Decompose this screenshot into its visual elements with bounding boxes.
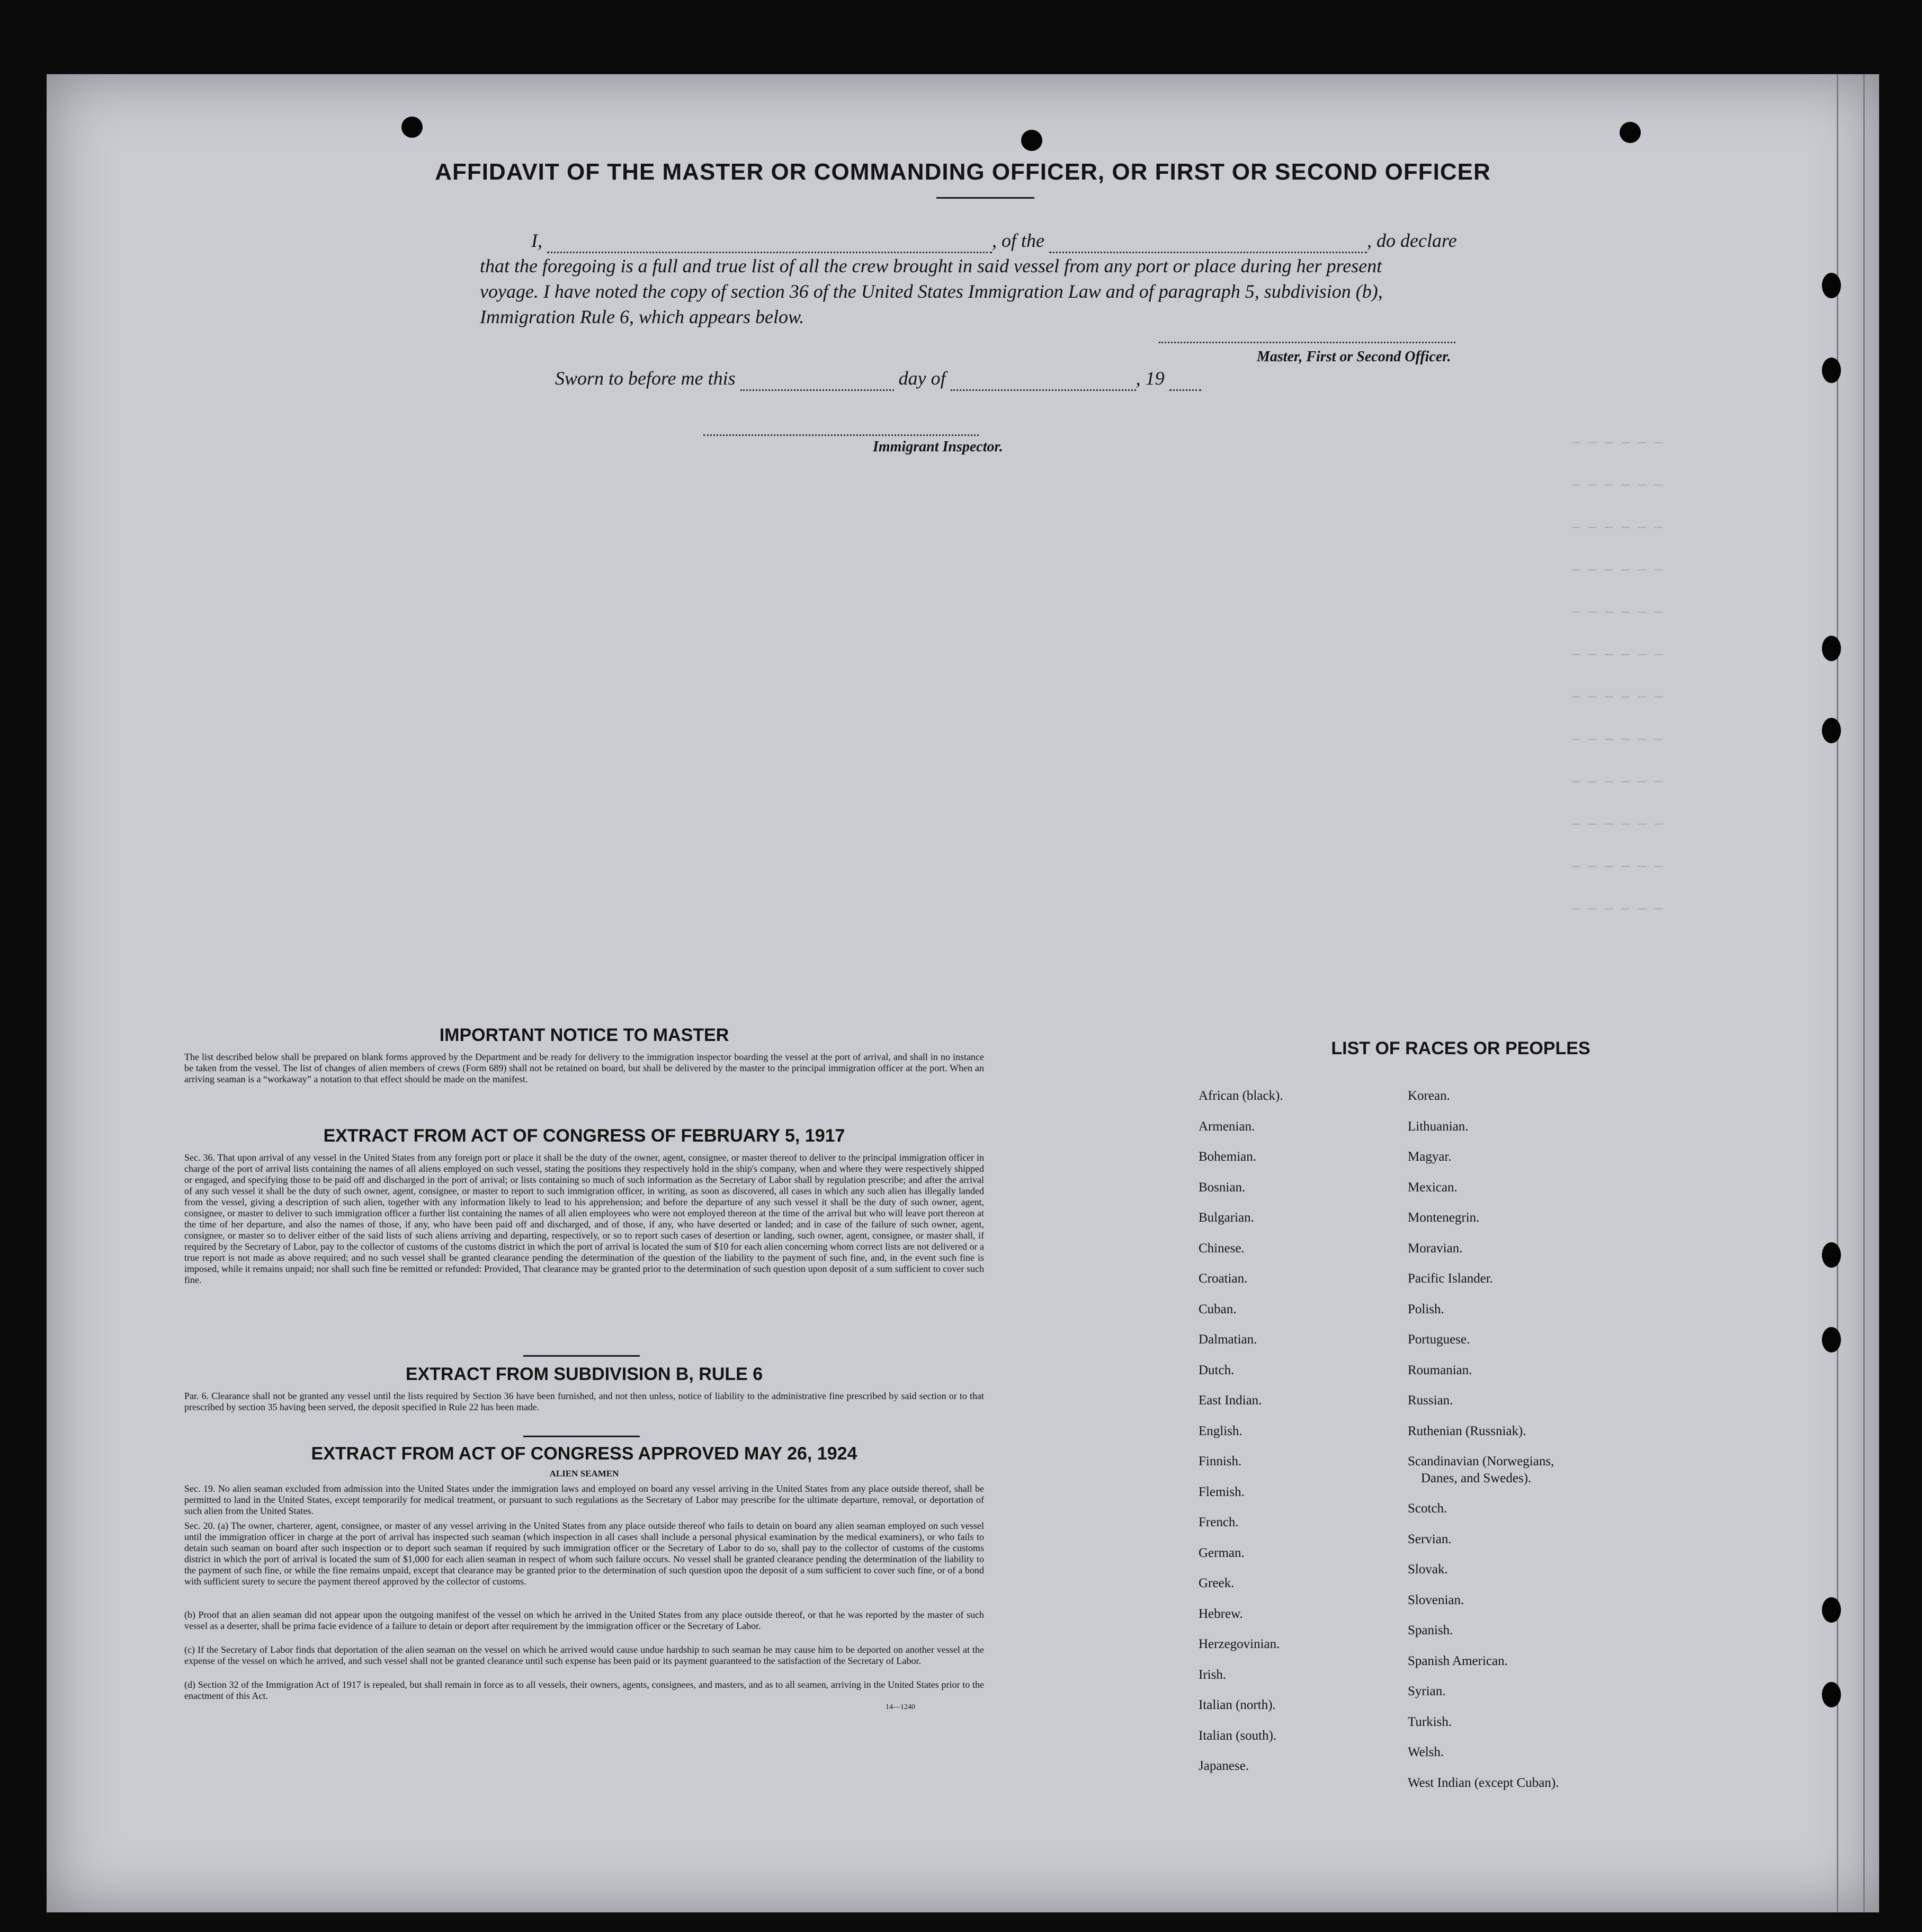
vessel-name-field[interactable]	[1049, 236, 1367, 253]
race-item: Herzegovinian.	[1199, 1637, 1280, 1651]
race-item: Polish.	[1408, 1302, 1444, 1316]
punch-hole	[1822, 1327, 1841, 1352]
manifest-page: — — — — — — — — — — — — — — — — — — — — — — — — — — — — — — — — — — — — — — — — — — — — — — — — — — — — — — — — — — — — — — — — — — — — — — — — AFFIDAVIT OF THE MASTER OR COMMANDING OFFICER, OR FIRST OR SECOND OFFICER I, , of the , do declare that the foregoing is a full and true list of all the crew brought in said vessel from any port or place during her present voyage. I have noted the copy of section 36 of the United States Immigration Law and of paragraph 5, subdivision (b), Immigration Rule 6, which appears below. Master, First or Second Officer. Sworn to before me this day of , 19 Immigrant Inspector. IMPORTANT NOTICE TO MASTER The list described below shall be prepared on blank forms approved by the Department and be ready for delivery to the immigration inspector boarding the vessel at the port of arrival, and shall in no instance be taken from the vessel. The list of changes of alien members of crews (Form 689) shall not be retained on board, but shall be delivered by the master to the principal immigration officer at the port. When an arriving seaman is a “workaway” a notation to that effect should be made on the manifest. EXTRACT FROM ACT OF CONGRESS OF FEBRUARY 5, 1917 Sec. 36. That upon arrival of any vessel in the United States from any foreign port or place it shall be the duty of the owner, agent, consignee, or master thereof to deliver to the principal immigration officer in charge of the port of arrival lists containing the names of all aliens employed on such vessel, stating the positions they respectively hold in the ship's company, when and where they were respectively shipped or engaged, and specifying those to be paid off and discharged in the port of arrival; or lists containing so much of such information as the Secretary of Labor shall by regulation prescribe; and after the arrival of any such vessel it shall be the duty of such owner, agent, consignee, or master to report to such immigration officer, in writing, as soon as discovered, all cases in which any such alien has illegally landed from the vessel, giving a description of such alien, together with any information likely to lead to his apprehension; and before the departure of any such vessel it shall be the duty of such owner, agent, consignee, or master to deliver to such immigration officer a further list containing the names of all alien employees who were not employed thereon at the time of the arrival but who will leave port thereon at the time of her departure, and also the names of those, if any, who have been paid off and discharged, and of those, if any, who have deserted or landed; and in case of the failure of such owner, agent, consignee, or master so to deliver either of the said lists of such aliens arriving and departing, respectively, or so to report such cases of desertion or landing, such owner, agent, consignee, or master shall, if required by the Secretary of Labor, pay to the collector of customs of the customs district in which the port of arrival is located the sum of $10 for each alien concerning whom correct lists are not delivered or a true report is not made as above required; and no such vessel shall be granted clearance pending the determination of the question of the liability to the payment of such fine, and, in the event such fine is imposed, while it remains unpaid; nor shall such fine be remitted or refunded: Provided, That clearance may be granted prior to the determination of such question upon deposit of a sum sufficient to cover such fine. EXTRACT FROM SUBDIVISION B, RULE 6 Par. 6. Clearance shall not be granted any vessel until the lists required by Section 36 have been furnished, and not then unless, notice of liability to the administrative fine prescribed by said section or to that prescribed by section 35 having been served, the deposit specified in Rule 22 has been made. EXTRACT FROM ACT OF CONGRESS APPROVED MAY 26, 1924 ALIEN SEAMEN Sec. 19. No alien seaman excluded from admission into the United States under the immigration laws and employed on board any vessel arriving in the United States from any place outside thereof, shall be permitted to land in the United States, except temporarily for medical treatment, or pursuant to such regulations as the Secretary of Labor may prescribe for the ultimate departure, removal, or deportation of such alien from the United States. Sec. 20. (a) The owner, charterer, agent, consignee, or master of any vessel arriving in the United States from any place outside thereof who fails to detain on board any alien seaman employed on such vessel until the immigration officer in charge at the port of arrival has inspected such seaman (which inspection in all cases shall include a personal physical examination by the medical examiners), or who fails to detain such seaman on board after such inspection or to deport such seaman if required by such immigration officer or the Secretary of Labor to do so, shall pay to the collector of customs of the customs district in which the port of arrival is located the sum of $1,000 for each alien seaman in respect of whom such failure occurs. No vessel shall be granted clearance pending the determination of the liability to the payment of such fine, or while the fine remains unpaid, except that clearance may be granted prior to the determination of such question upon the deposit of a sum sufficient to cover such fine, or of a bond with sufficient surety to secure the payment thereof approved by the collector of customs. (b) Proof that an alien seaman did not appear upon the outgoing manifest of the vessel on which he arrived in the United States from any place outside thereof, or that he was reported by the master of such vessel as a deserter, shall be prima facie evidence of a failure to detain or deport after requirement by the immigration officer or the Secretary of Labor. (c) If the Secretary of Labor finds that deportation of the alien seaman on the vessel on which he arrived would cause undue hardship to such seaman he may cause him to be deported on another vessel at the expense of the vessel on which he arrived, and such vessel shall not be granted clearance until such expense has been paid or its payment guaranteed to the satisfaction of the Secretary of Labor. (d) Section 32 of the Immigration Act of 1917 is repealed, but shall remain in force as to all vessels, their owners, agents, consignees, and masters, and as to all seamen, arriving in the United States prior to the enactment of this Act. 14—1240 LIST OF RACES OR PEOPLES African (black). Armenian. Bohemian. Bosnian. Bulgarian. Chinese. Croatian. Cuban. Dalmatian. Dutch. East Indian. English. Finnish. Flemish. French. German. Greek. Hebrew. Herzegovinian. Irish. Italian (north). Italian (south). Japanese. Korean. Lithuanian. Magyar. Mexican. Montenegrin. Moravian. Pacific Islander. Polish. Portuguese. Roumanian. Russian. Ruthenian (Russniak). Scandinavian (Norwegians, Danes, and Swedes). Scotch. Servian. Slovak. Slovenian. Spanish. Spanish American. Syrian. Turkish. Welsh. West Indian (except Cuban).	[47, 74, 1879, 1912]
notice-text: The list described below shall be prepared on blank forms approved by the Department and be ready for delivery to the immigration inspector boarding the vessel at the port of arrival, and shall in no instance be taken from the vessel. The list of changes of alien members of crews (Form 689) shall not be retained on board, but shall be delivered by the master to the principal immigration officer at the port. When an arriving seaman is a “workaway” a notation to that effect should be made on the manifest.	[184, 1052, 984, 1084]
races-title: LIST OF RACES OR PEOPLES	[1331, 1038, 1590, 1058]
notice-title: IMPORTANT NOTICE TO MASTER	[439, 1025, 729, 1045]
race-item: Russian.	[1408, 1393, 1453, 1408]
punch-hole	[1822, 273, 1841, 298]
race-item: Korean.	[1408, 1089, 1450, 1103]
inspector-signature-field[interactable]	[703, 419, 979, 436]
race-item: Scotch.	[1408, 1501, 1447, 1516]
race-item: Bulgarian.	[1199, 1210, 1254, 1225]
punch-hole	[1822, 636, 1841, 661]
race-item: Magyar.	[1408, 1150, 1452, 1164]
race-item: Bosnian.	[1199, 1180, 1246, 1195]
punch-hole	[1822, 1597, 1841, 1623]
race-item: Servian.	[1408, 1532, 1452, 1546]
sworn-year-field[interactable]	[1169, 373, 1201, 391]
extract-1924-sec20b: (b) Proof that an alien seaman did not appear upon the outgoing manifest of the vessel on which he arrived in the United States from any place outside thereof, or that he was reported by the master of such vessel as a deserter, shall be prima facie evidence of a failure to detain or deport after requirement by the immigration officer or the Secretary of Labor.	[184, 1609, 984, 1631]
extract-rule6-text: Par. 6. Clearance shall not be granted any vessel until the lists required by Section 36 have been furnished, and not then unless, notice of liability to the administrative fine prescribed by said section or to that prescribed by section 35 having been served, the deposit specified in Rule 22 has been made.	[184, 1391, 984, 1412]
race-item: Turkish.	[1408, 1714, 1452, 1729]
extract-1924-sec20a: Sec. 20. (a) The owner, charterer, agent, consignee, or master of any vessel arriving in the United States from any place outside thereof who fails to detain on board any alien seaman employed on such vessel until the immigration officer in charge at the port of arrival has inspected such seaman (which inspection in all cases shall include a personal physical examination by the medical examiners), or who fails to detain such seaman on board after such inspection or to deport such seaman if required by such immigration officer or the Secretary of Labor to do so, shall pay to the collector of customs of the customs district in which the port of arrival is located the sum of $1,000 for each alien seaman in respect of whom such failure occurs. No vessel shall be granted clearance pending the determination of the liability to the payment of such fine, or while the fine remains unpaid, except that clearance may be granted prior to the determination of such question upon the deposit of a sum sufficient to cover such fine, or of a bond with sufficient surety to secure the payment thereof approved by the collector of customs.	[184, 1520, 984, 1587]
race-item: Moravian.	[1408, 1241, 1463, 1256]
race-item: Cuban.	[1199, 1302, 1237, 1316]
race-item: Italian (south).	[1199, 1728, 1277, 1743]
extract-rule6-title: EXTRACT FROM SUBDIVISION B, RULE 6	[405, 1364, 763, 1384]
affidavit-line-2: that the foregoing is a full and true list of all the crew brought in said vessel from any port or place during her present	[480, 255, 1382, 277]
race-item: Japanese.	[1199, 1759, 1249, 1773]
race-item: Lithuanian.	[1408, 1119, 1469, 1134]
page-edge-line	[1863, 74, 1865, 1912]
punch-hole	[1822, 358, 1841, 383]
race-item: English.	[1199, 1423, 1242, 1438]
race-item: Chinese.	[1199, 1241, 1245, 1256]
punch-hole	[1620, 122, 1641, 143]
punch-hole	[1822, 718, 1841, 743]
race-item: Hebrew.	[1199, 1606, 1243, 1621]
affidavit-line-3: voyage. I have noted the copy of section 36 of the United States Immigration Law and of paragraph 5, subdivision (b),	[480, 281, 1383, 302]
sworn-day-field[interactable]	[740, 373, 894, 391]
affidavit-title: AFFIDAVIT OF THE MASTER OR COMMANDING OFFICER, OR FIRST OR SECOND OFFICER	[435, 159, 1491, 185]
sworn-line	[555, 366, 1201, 391]
race-item: Croatian.	[1199, 1271, 1248, 1286]
race-item: Ruthenian (Russniak).	[1408, 1423, 1526, 1438]
extract-1924-sec20c: (c) If the Secretary of Labor finds that deportation of the alien seaman on the vessel on which he arrived would cause undue hardship to such seaman he may cause him to be deported on another vessel at the expense of the vessel on which he arrived, and such vessel shall not be granted clearance until such expense has been paid or its payment guaranteed to the satisfaction of the Secretary of Labor.	[184, 1644, 984, 1666]
title-rule	[936, 197, 1034, 199]
sworn-year-prefix: , 19	[1136, 368, 1165, 389]
race-item: Bohemian.	[1199, 1150, 1257, 1164]
form-number: 14—1240	[886, 1703, 915, 1711]
race-item: Montenegrin.	[1408, 1210, 1480, 1225]
master-signature-field[interactable]	[1159, 326, 1455, 343]
race-item: Pacific Islander.	[1408, 1271, 1494, 1286]
race-item: Armenian.	[1199, 1119, 1255, 1134]
section-rule	[523, 1355, 640, 1357]
affidavit-i: I,	[531, 230, 542, 251]
punch-hole	[1021, 130, 1042, 151]
race-item: Roumanian.	[1408, 1363, 1472, 1377]
punch-hole	[1822, 1682, 1841, 1707]
master-name-field[interactable]	[547, 236, 992, 253]
sworn-prefix: Sworn to before me this	[555, 368, 736, 389]
sworn-day-of: day of	[898, 368, 946, 389]
race-item: Scandinavian (Norwegians,	[1408, 1454, 1554, 1468]
punch-hole	[401, 117, 423, 138]
page-edge-line	[1837, 74, 1838, 1912]
race-item: Slovenian.	[1408, 1592, 1464, 1607]
race-item: Dalmatian.	[1199, 1332, 1257, 1347]
section-rule	[523, 1436, 640, 1437]
punch-hole	[1822, 1242, 1841, 1268]
race-item: Irish.	[1199, 1667, 1227, 1682]
race-item: Syrian.	[1408, 1684, 1446, 1699]
race-item: West Indian (except Cuban).	[1408, 1775, 1559, 1790]
extract-1924-subtitle: ALIEN SEAMEN	[549, 1468, 619, 1479]
race-item: Finnish.	[1199, 1454, 1242, 1468]
race-item: Spanish American.	[1408, 1653, 1508, 1668]
affidavit-line-4: Immigration Rule 6, which appears below.	[480, 306, 804, 327]
extract-1924-title: EXTRACT FROM ACT OF CONGRESS APPROVED MAY 26, 1924	[311, 1444, 857, 1464]
race-item: African (black).	[1199, 1089, 1283, 1103]
extract-1924-sec19: Sec. 19. No alien seaman excluded from admission into the United States under the immigration laws and employed on board any vessel arriving in the United States from any place outside thereof, shall be permitted to land in the United States, except temporarily for medical treatment, or pursuant to such regulations as the Secretary of Labor may prescribe for the ultimate departure, removal, or deportation of such alien from the United States.	[184, 1483, 984, 1516]
race-item: Mexican.	[1408, 1180, 1458, 1195]
race-item: Flemish.	[1199, 1484, 1245, 1499]
race-item: Dutch.	[1199, 1363, 1235, 1377]
affidavit-line-1	[531, 228, 1457, 253]
race-item: Welsh.	[1408, 1745, 1444, 1760]
sworn-month-field[interactable]	[951, 373, 1136, 391]
race-item: Greek.	[1199, 1576, 1235, 1590]
affidavit-of-the: , of the	[992, 230, 1044, 251]
race-item: Danes, and Swedes).	[1421, 1471, 1532, 1485]
race-item: Italian (north).	[1199, 1698, 1276, 1712]
race-item: East Indian.	[1199, 1393, 1262, 1408]
race-item: German.	[1199, 1545, 1245, 1560]
affidavit-declare: , do declare	[1366, 230, 1457, 251]
extract-1917-text: Sec. 36. That upon arrival of any vessel in the United States from any foreign port or place it shall be the duty of the owner, agent, consignee, or master thereof to deliver to the principal immigration officer in charge of the port of arrival lists containing the names of all aliens employed on such vessel, stating the positions they respectively hold in the ship's company, when and where they were respectively shipped or engaged, and specifying those to be paid off and discharged in the port of arrival; or lists containing so much of such information as the Secretary of Labor shall by regulation prescribe; and after the arrival of any such vessel it shall be the duty of such owner, agent, consignee, or master to report to such immigration officer, in writing, as soon as discovered, all cases in which any such alien has illegally landed from the vessel, giving a description of such alien, together with any information likely to lead to his apprehension; and before the departure of any such vessel it shall be the duty of such owner, agent, consignee, or master to deliver to such immigration officer a further list containing the names of all alien employees who were not employed thereon at the time of the arrival but who will leave port thereon at the time of her departure, and also the names of those, if any, who have been paid off and discharged, and of those, if any, who have deserted or landed; and in case of the failure of such owner, agent, consignee, or master so to deliver either of the said lists of such aliens arriving and departing, respectively, or so to report such cases of desertion or landing, such owner, agent, consignee, or master shall, if required by the Secretary of Labor, pay to the collector of customs of the customs district in which the port of arrival is located the sum of $10 for each alien concerning whom correct lists are not delivered or a true report is not made as above required; and no such vessel shall be granted clearance pending the determination of the question of the liability to the payment of such fine, and, in the event such fine is imposed, while it remains unpaid; nor shall such fine be remitted or refunded: Provided, That clearance may be granted prior to the determination of such question upon deposit of a sum sufficient to cover such fine.	[184, 1152, 984, 1285]
extract-1924-sec20d: (d) Section 32 of the Immigration Act of 1917 is repealed, but shall remain in force as to all vessels, their owners, agents, consignees, and masters, and as to all seamen, arriving in the United States prior to the enactment of this Act.	[184, 1679, 984, 1701]
inspector-label: Immigrant Inspector.	[873, 439, 1003, 455]
race-item: Spanish.	[1408, 1623, 1453, 1638]
race-item: French.	[1199, 1515, 1239, 1529]
race-item: Slovak.	[1408, 1562, 1448, 1577]
race-item: Portuguese.	[1408, 1332, 1470, 1347]
master-signature-label: Master, First or Second Officer.	[1257, 349, 1451, 365]
extract-1917-title: EXTRACT FROM ACT OF CONGRESS OF FEBRUARY 5, 1917	[323, 1126, 845, 1146]
